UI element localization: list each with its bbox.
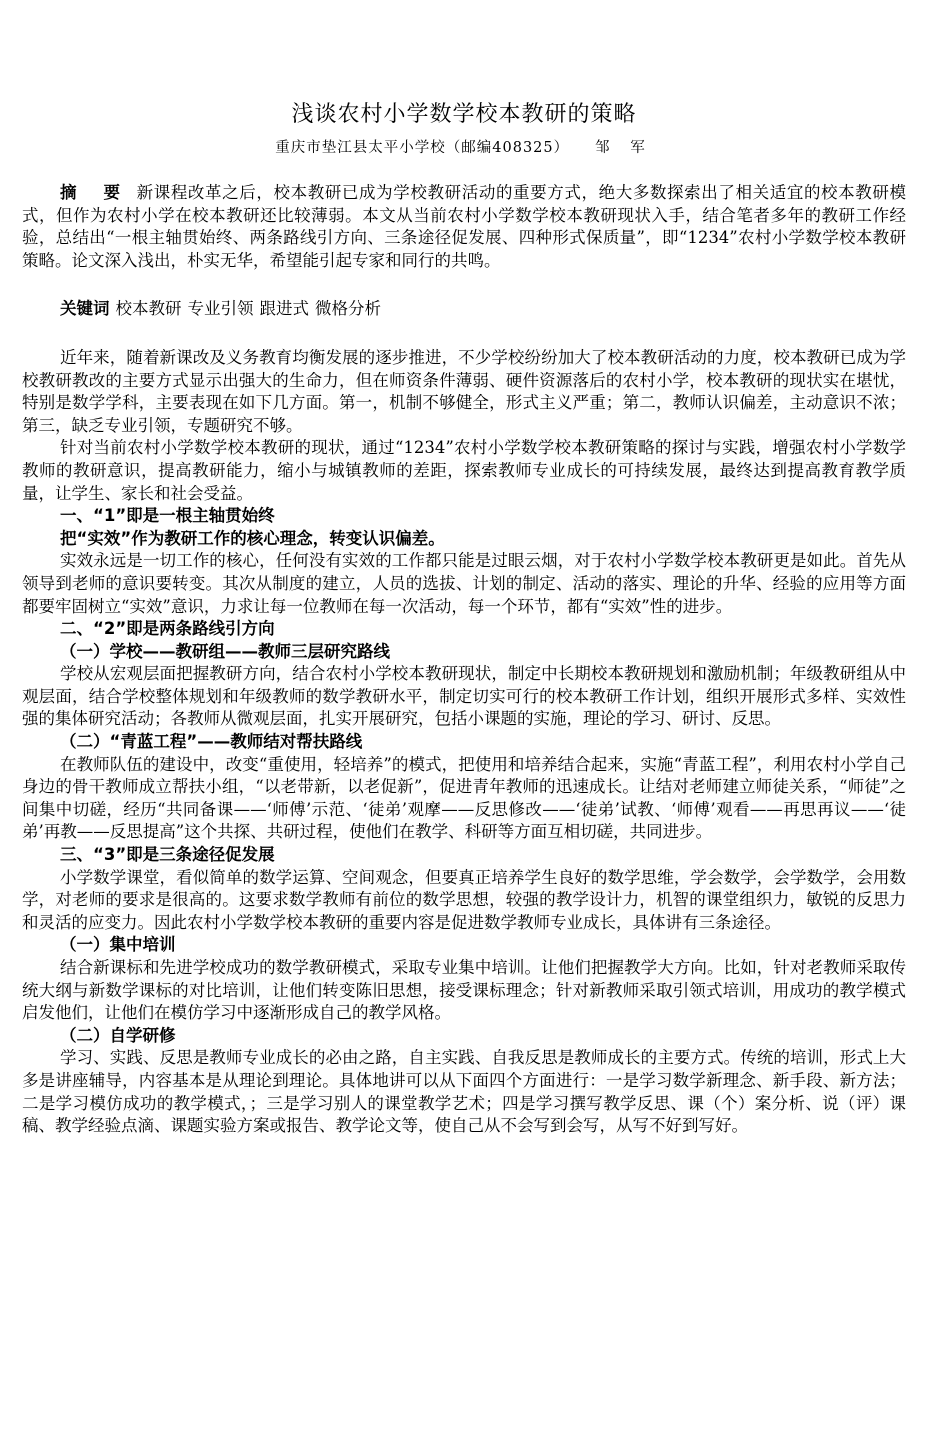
- paragraph: 近年来，随着新课改及义务教育均衡发展的逐步推进，不少学校纷纷加大了校本教研活动的力度，校本教研已成为学校教研教改的主要方式显示出强大的生命力，但在师资条件薄弱、硬件资源落后的农村小学，校本教研的现状实在堪忧，特别是数学学科，主要表现在如下几方面。第一，机制不够健全，形式主义严重；第二，教师认识偏差，主动意识不浓；第三，缺乏专业引领，专题研究不够。: [22, 347, 906, 435]
- article-title: 浅谈农村小学数学校本教研的策略: [291, 102, 637, 127]
- abstract: [22, 182, 906, 272]
- keyword-item: 跟进式: [259, 299, 309, 319]
- section-subheading: 把“实效”作为教研工作的核心理念，转变认识偏差。: [60, 528, 445, 548]
- document-page: [22, 0, 906, 1138]
- section-subheading: （一）集中培训: [60, 935, 176, 955]
- abstract-label: 摘 要: [60, 183, 131, 202]
- section-subheading: （二）“青蓝工程”——教师结对帮扶路线: [60, 732, 363, 752]
- paragraph: 小学数学课堂，看似简单的数学运算、空间观念，但要真正培养学生良好的数学思维，学会数学，会学数学，会用数学，对老师的要求是很高的。这要求数学教师有前位的数学思想，较强的教学设计力，机智的课堂组织力，敏锐的反思力和灵活的应变力。因此农村小学数学校本教研的重要内容是促进数学教师专业成长，具体讲有三条途径。: [22, 867, 906, 932]
- keyword-item: 微格分析: [315, 299, 381, 319]
- keywords-label: 关键词: [60, 299, 110, 319]
- author-name: 邹 军: [595, 140, 653, 156]
- author-line: [22, 138, 906, 158]
- section-heading: 一、“1”即是一根主轴贯始终: [60, 506, 275, 526]
- section-subheading: （二）自学研修: [60, 1025, 176, 1045]
- paragraph: 在教师队伍的建设中，改变“重使用，轻培养”的模式，把使用和培养结合起来，实施“青蓝工程”，利用农村小学自己身边的骨干教师成立帮扶小组，“以老带新，以老促新”，促进青年教师的迅速成长。让结对老师建立师徒关系，“师徒”之间集中切磋，经历“共同备课——‘师傅’示范、‘徒弟’观摩——反思修改——‘徒弟’试教、‘师傅’观看——再思再议——‘徒弟’再教——反思提高”这个共探、共研过程，使他们在教学、科研等方面互相切磋，共同进步。: [22, 754, 906, 842]
- author-affiliation: 重庆市垫江县太平小学校（邮编408325）: [275, 140, 570, 156]
- abstract-text: 新课程改革之后，校本教研已成为学校教研活动的重要方式，绝大多数探索出了相关适宜的校本教研模式，但作为农村小学在校本教研还比较薄弱。本文从当前农村小学数学校本教研现状入手，结合笔者多年的教研工作经验，总结出“一根主轴贯始终、两条路线引方向、三条途径促发展、四种形式保质量”，即“1234”农村小学数学校本教研策略。论文深入浅出，朴实无华，希望能引起专家和同行的共鸣。: [22, 183, 907, 270]
- article-body: [22, 347, 906, 1138]
- section-heading: 三、“3”即是三条途径促发展: [60, 845, 275, 865]
- section-subheading: （一）学校——教研组——教师三层研究路线: [60, 641, 390, 661]
- keyword-item: 专业引领: [187, 299, 254, 319]
- paragraph: 学习、实践、反思是教师专业成长的必由之路，自主实践、自我反思是教师成长的主要方式。传统的培训，形式上大多是讲座辅导，内容基本是从理论到理论。具体地讲可以从下面四个方面进行：一是学习数学新理念、新手段、新方法；二是学习模仿成功的教学模式，；三是学习别人的课堂教学艺术；四是学习撰写教学反思、课（个）案分析、说（评）课稿、教学经验点滴、课题实验方案或报告、教学论文等，使自己从不会写到会写，从写不好到写好。: [22, 1048, 906, 1136]
- keywords: [22, 298, 906, 321]
- paragraph: 结合新课标和先进学校成功的数学教研模式，采取专业集中培训。让他们把握教学大方向。比如，针对老教师采取传统大纲与新数学课标的对比培训，让他们转变陈旧思想，接受课标理念；针对新教师采取引领式培训，用成功的教学模式启发他们，让他们在模仿学习中逐渐形成自己的教学风格。: [22, 958, 906, 1023]
- paragraph: 实效永远是一切工作的核心，任何没有实效的工作都只能是过眼云烟，对于农村小学数学校本教研更是如此。首先从领导到老师的意识要转变。其次从制度的建立，人员的选拔、计划的制定、活动的落实、理论的升华、经验的应用等方面都要牢固树立“实效”意识，力求让每一位教师在每一次活动，每一个环节，都有“实效”性的进步。: [22, 551, 906, 616]
- section-heading: 二、“2”即是两条路线引方向: [60, 619, 275, 639]
- paragraph: 针对当前农村小学数学校本教研的现状，通过“1234”农村小学数学校本教研策略的探讨与实践，增强农村小学数学教师的教研意识，提高教研能力，缩小与城镇教师的差距，探索教师专业成长的可持续发展，最终达到提高教育教学质量，让学生、家长和社会受益。: [22, 438, 906, 503]
- keyword-item: 校本教研: [115, 299, 182, 319]
- paragraph: 学校从宏观层面把握教研方向，结合农村小学校本教研现状，制定中长期校本教研规划和激励机制；年级教研组从中观层面，结合学校整体规划和年级教师的数学教研水平，制定切实可行的校本教研工作计划，组织开展形式多样、实效性强的集体研究活动；各教师从微观层面，扎实开展研究，包括小课题的实施，理论的学习、研讨、反思。: [22, 664, 906, 729]
